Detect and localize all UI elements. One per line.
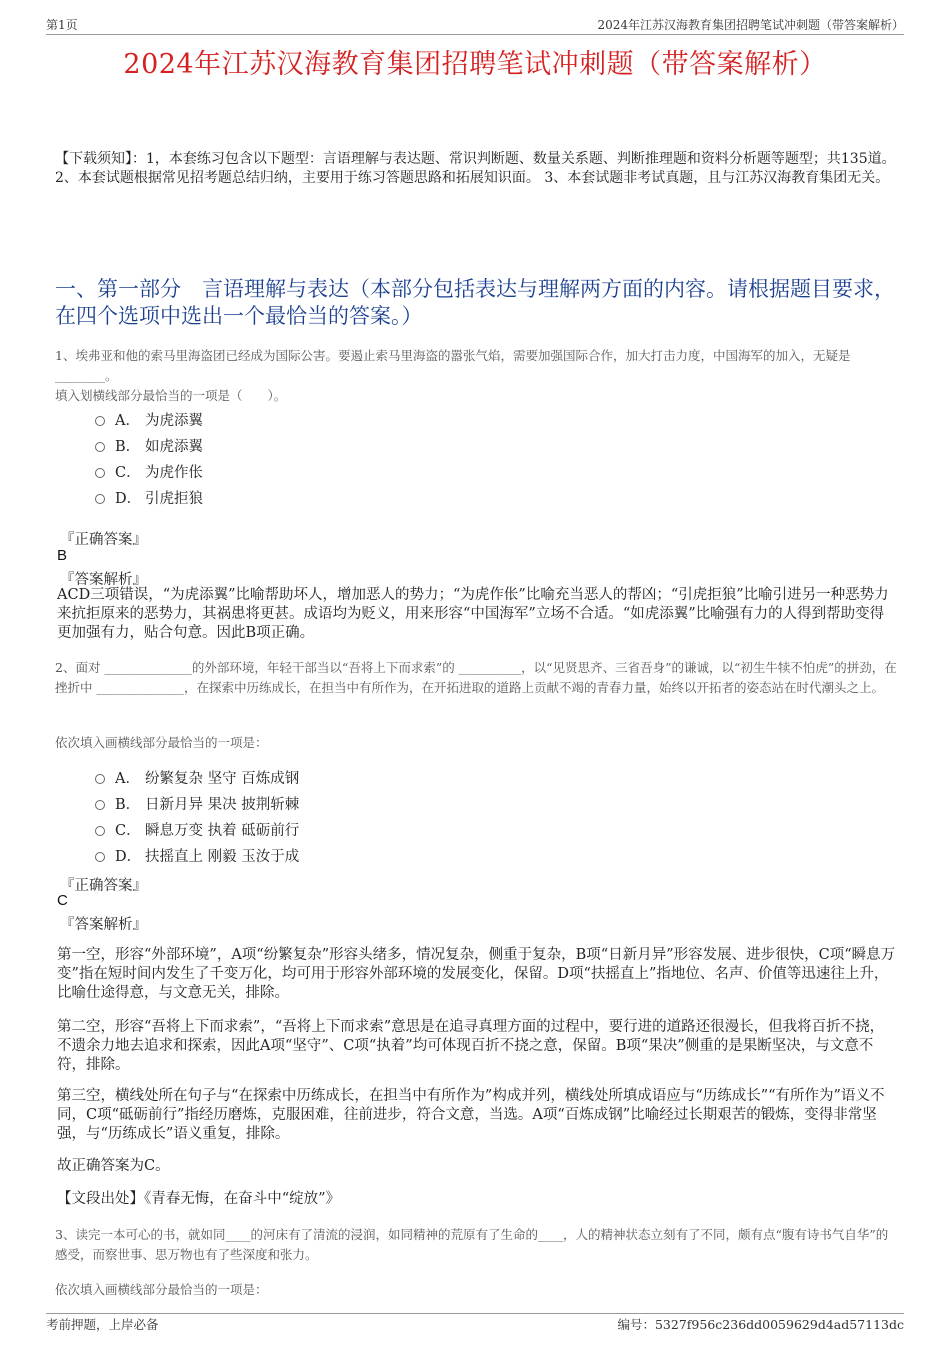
option-a[interactable]: A． 纷繁复杂 坚守 百炼成钢 (95, 764, 299, 790)
question-2-prompt: 依次填入画横线部分最恰当的一项是： (55, 735, 268, 750)
section-heading: 一、第一部分 言语理解与表达（本部分包括表达与理解两方面的内容。请根据题目要求，在四个选项中选出一个最恰当的答案。） (55, 277, 895, 328)
question-2-source: 【文段出处】《青春无悔，在奋斗中“绽放”》 (57, 1191, 341, 1207)
question-1-analysis: ACD三项错误，“为虎添翼”比喻帮助坏人，增加恶人的势力；“为虎作伥”比喻充当恶人的帮凶；“引虎拒狼”比喻引进另一种恶势力来抗拒原来的恶势力，其祸患将更甚。成语均为贬义，用来形容“中国海军”立场不合适。“如虎添翼”比喻强有力的人得到帮助变得更加强有力，贴合句意。因此B项正确。 (57, 587, 889, 641)
question-1-text: 1、埃弗亚和他的索马里海盗团已经成为国际公害。要遏止索马里海盗的嚣张气焰，需要加强国际合作，加大打击力度，中国海军的加入，无疑是________。 (55, 348, 851, 383)
analysis-label: 『答案解析』 (60, 572, 147, 588)
page-header (46, 14, 904, 35)
radio-icon[interactable] (95, 416, 105, 426)
radio-icon[interactable] (95, 800, 105, 810)
question-2-analysis-2: 第二空，形容“吾将上下而求索”，“吾将上下而求索”意思是在追寻真理方面的过程中，要行进的道路还很漫长，但我将百折不挠，不遗余力地去追求和探索，因此A项“坚守”、C项“执着”均可体现百折不挠之意，保留。B项“果决”侧重的是果断坚决，与文意不符，排除。 (57, 1019, 885, 1073)
question-2-text: 2、面对 ______________的外部环境，年轻干部当以“吾将上下而求索”的 __________，以“见贤思齐、三省吾身”的谦诚，以“初生牛犊不怕虎”的拼劲，在挫折中 ______________，在探索中历练成长，在担当中有所作为，在开拓进取的道路上贡献不竭的青春力量，始终以开拓者的姿态站在时代潮头之上。 (55, 660, 897, 695)
option-c[interactable]: C． 瞬息万变 执着 砥砺前行 (95, 816, 299, 842)
option-d[interactable]: D． 扶摇直上 刚毅 玉汝于成 (95, 842, 299, 868)
header-doc-title: 2024年江苏汉海教育集团招聘笔试冲刺题（带答案解析） (597, 18, 904, 32)
option-d[interactable]: D． 引虎拒狼 (95, 484, 203, 510)
document-title: 2024年江苏汉海教育集团招聘笔试冲刺题（带答案解析） (123, 49, 827, 80)
radio-icon[interactable] (95, 826, 105, 836)
radio-icon[interactable] (95, 494, 105, 504)
radio-icon[interactable] (95, 468, 105, 478)
footer-slogan: 考前押题，上岸必备 (46, 1317, 159, 1332)
question-3-text: 3、读完一本可心的书，就如同____的河床有了清流的浸润，如同精神的荒原有了生命的____，人的精神状态立刻有了不同，颇有点“腹有诗书气自华”的感受，而察世事、思万物也有了些深度和张力。 (55, 1227, 889, 1262)
question-1-options (95, 406, 203, 510)
footer-document-id: 编号：5327f956c236dd0059629d4ad57113dc (617, 1317, 904, 1332)
option-b[interactable]: B． 日新月异 果决 披荆斩棘 (95, 790, 299, 816)
option-b[interactable]: B． 如虎添翼 (95, 432, 203, 458)
question-1-prompt: 填入划横线部分最恰当的一项是（ ）。 (55, 388, 287, 403)
question-2-analysis-1: 第一空，形容“外部环境”，A项“纷繁复杂”形容头绪多，情况复杂，侧重于复杂，B项“日新月异”形容发展、进步很快，C项“瞬息万变”指在短时间内发生了千变万化，均可用于形容外部环境的发展变化，保留。D项“扶摇直上”指地位、名声、价值等迅速往上升，比喻仕途得意，与文意无关，排除。 (57, 947, 896, 1001)
question-2-options (95, 764, 299, 868)
option-a[interactable]: A． 为虎添翼 (95, 406, 203, 432)
footer-divider (46, 1313, 904, 1314)
correct-answer-label: 『正确答案』 (60, 532, 147, 548)
page-number: 第1页 (46, 18, 78, 32)
option-c[interactable]: C． 为虎作伥 (95, 458, 203, 484)
question-3-prompt: 依次填入画横线部分最恰当的一项是： (55, 1282, 268, 1297)
correct-answer-label: 『正确答案』 (60, 878, 147, 894)
analysis-label: 『答案解析』 (60, 917, 147, 933)
question-2-answer: C (57, 892, 68, 909)
radio-icon[interactable] (95, 852, 105, 862)
question-2-conclusion: 故正确答案为C。 (57, 1158, 170, 1174)
question-1-answer: B (57, 547, 68, 564)
download-notice: 【下载须知】：1，本套练习包含以下题型：言语理解与表达题、常识判断题、数量关系题、判断推理题和资料分析题等题型；共135道。 2、本套试题根据常见招考题总结归纳，主要用于练习答题思路和拓展知识面。 3、本套试题非考试真题，且与江苏汉海教育集团无关。 (55, 151, 896, 186)
radio-icon[interactable] (95, 774, 105, 784)
question-2-analysis-3: 第三空，横线处所在句子与“在探索中历练成长，在担当中有所作为”构成并列，横线处所填成语应与“历练成长”“有所作为”语义不同，C项“砥砺前行”指经历磨炼，克服困难，往前进步，符合文意，当选。A项“百炼成钢”比喻经过长期艰苦的锻炼，变得非常坚强，与“历练成长”语义重复，排除。 (57, 1088, 885, 1142)
radio-icon[interactable] (95, 442, 105, 452)
